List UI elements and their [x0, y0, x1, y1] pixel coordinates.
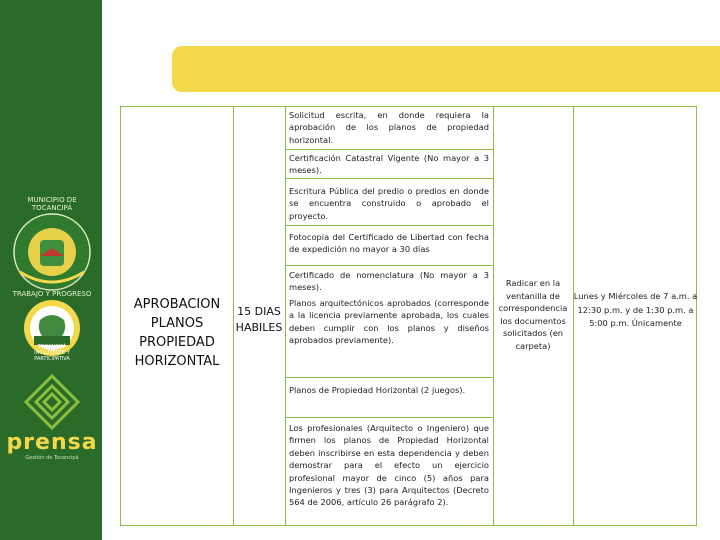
- requirement-group: [285, 266, 493, 378]
- requirement-item: Fotocopia del Certificado de Libertad con fecha de expedición no mayor a 30 días: [285, 226, 493, 266]
- procedure-name: APROBACION PLANOS PROPIEDAD HORIZONTAL: [133, 297, 221, 369]
- seal-motto: [8, 290, 96, 298]
- top-accent-bar: [172, 46, 720, 92]
- spiral-knot-icon: [22, 372, 82, 432]
- requirement-item: Certificación Catastral Vigente (No mayor a 3 meses).: [285, 150, 493, 179]
- prensa-logo: [8, 372, 96, 461]
- sidebar: [0, 0, 102, 540]
- requirement-item: Solicitud escrita, en donde requiera la aprobación de los planos de propiedad horizontal.: [285, 107, 493, 150]
- requirement-item: Planos arquitectónicos aprobados (corresponde a la licencia previamente aprobada, los cuales deben cumplir con los planos y diseños aprobados previamente).: [289, 297, 489, 346]
- processing-time: 15 DIAS HABILES: [235, 305, 283, 334]
- requirement-item: Escritura Pública del predio o predios en donde se encuentra construido o aprobado el proyecto.: [285, 179, 493, 226]
- time-cell: [233, 107, 286, 525]
- requirement-item: Planos de Propiedad Horizontal (2 juegos).: [285, 378, 493, 418]
- badge-text: TOCANCIPÁ INCLUYENTE Y PARTICIPATIVA: [34, 344, 70, 362]
- incluyente-badge-logo: [8, 298, 96, 362]
- requirement-item: Los profesionales (Arquitecto o Ingeniero) que firmen los planos de Propiedad Horizontal deben inscribirse en esta dependencia y deben demostrar para el efecto un ejercicio profesional mayor de cinco (5) años para Ingenieros y tres (3) para Arquitectos (Decreto 564 de 2006, artículo 26 parágrafo 2).: [289, 423, 489, 508]
- prensa-subtitle: Gestión de Tocancipá: [25, 455, 79, 461]
- office-hours: Lunes y Miércoles de 7 a.m. a 12:30 p.m. y de 1:30 p.m. a 5:00 p.m. Únicamente: [573, 291, 698, 328]
- requirements-table: [120, 106, 697, 526]
- seal-emblem-icon: [10, 210, 94, 294]
- submission-location: Radicar en la ventanilla de correspondencia los documentos solicitados (en carpeta): [498, 278, 568, 351]
- requirements-column: [285, 107, 494, 525]
- procedure-cell: [121, 107, 234, 525]
- requirement-item: Certificado de nomenclatura (No mayor a 3 meses).: [289, 270, 489, 293]
- seal-lettering: [8, 196, 96, 212]
- seal-motto-text: TRABAJO Y PROGRESO: [12, 290, 92, 298]
- prensa-wordmark: prensa: [6, 430, 98, 455]
- seal-title: MUNICIPIO DE TOCANCIPÁ: [27, 196, 77, 212]
